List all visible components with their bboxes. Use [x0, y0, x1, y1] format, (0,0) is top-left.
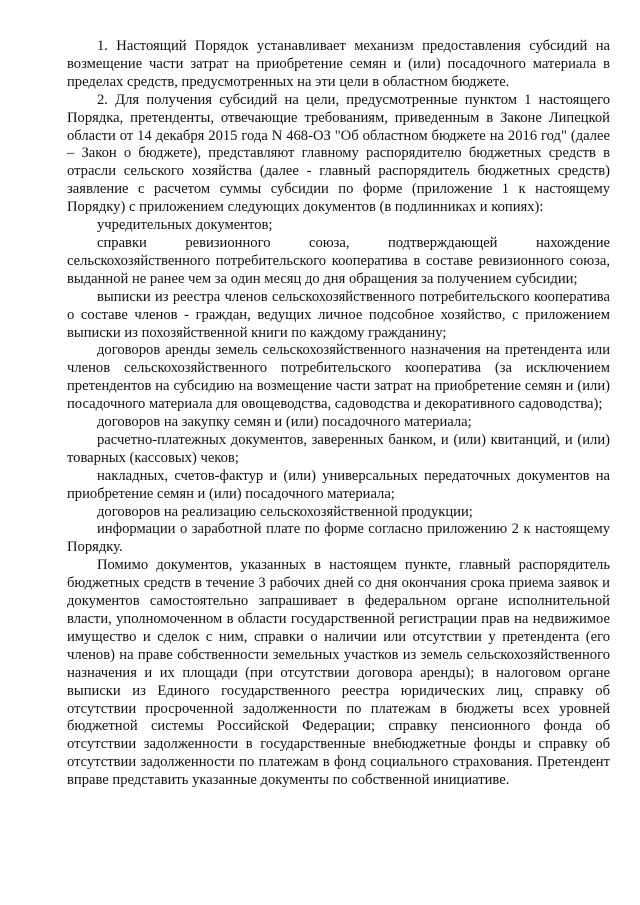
paragraph-additional-requests: Помимо документов, указанных в настоящем пункте, главный распорядитель бюджетных средств в течение 3 рабочих дней со дня окончания срока приема заявок и документов самостоятельно запрашивает в федеральном органе исполнительной власти, уполномоченном в области государственной регистрации прав на недвижимое имущество и сделок с ним, справки о наличии или отсутствии у претендента (его членов) на праве собственности земельных участков из земель сельскохозяйственного назначения и их площади (при отсутствии договора аренды); в налоговом органе выписки из Единого государственного реестра юридических лиц, справку об отсутствии просроченной задолженности по платежам в бюджеты всех уровней бюджетной системы Российской Федерации; справку пенсионного фонда об отсутствии задолженности в государственные внебюджетные фонды и справку об отсутствии задолженности по платежам в фонд социального страхования. Претендент вправе представить указанные документы по собственной инициативе.	[67, 557, 610, 789]
list-item-land-lease-contracts: договоров аренды земель сельскохозяйственного назначения на претендента или членов сельскохозяйственного потребительского кооператива (за исключением претендентов на субсидию на возмещение части затрат на приобретение семян и (или) посадочного материала для овощеводства, садоводства и декоративного садоводства);	[67, 342, 610, 413]
list-item-invoices: накладных, счетов-фактур и (или) универсальных передаточных документов на приобретение семян и (или) посадочного материала;	[67, 467, 610, 502]
document-page	[67, 38, 610, 790]
list-item-payment-documents: расчетно-платежных документов, заверенных банком, и (или) квитанций, и (или) товарных (кассовых) чеков;	[67, 431, 610, 466]
list-item-seed-purchase-contracts: договоров на закупку семян и (или) посадочного материала;	[97, 414, 472, 431]
paragraph-1: 1. Настоящий Порядок устанавливает механизм предоставления субсидий на возмещение части затрат на приобретение семян и (или) посадочного материала в пределах средств, предусмотренных на эти цели в областном бюджете.	[67, 38, 610, 90]
list-item-salary-information: информации о заработной плате по форме согласно приложению 2 к настоящему Порядку.	[67, 521, 610, 556]
list-item-members-register-extract: выписки из реестра членов сельскохозяйственного потребительского кооператива о составе членов - граждан, ведущих личное подсобное хозяйство, с приложением выписки из похозяйственной книги по каждому гражданину;	[67, 288, 610, 341]
list-item-audit-union-certificate: справки ревизионного союза, подтверждающей нахождение сельскохозяйственного потребительского кооператива в составе ревизионного союза, выданной не ранее чем за один месяц до дня обращения за получением субсидии;	[67, 234, 610, 287]
list-item-sales-contracts: договоров на реализацию сельскохозяйственной продукции;	[97, 503, 473, 520]
list-item-founding-documents: учредительных документов;	[97, 217, 273, 234]
paragraph-2: 2. Для получения субсидий на цели, предусмотренные пунктом 1 настоящего Порядка, претенденты, отвечающие требованиям, приведенным в Законе Липецкой области от 14 декабря 2015 года N 468-ОЗ "Об областном бюджете на 2016 год" (далее – Закон о бюджете), представляют главному распорядителю бюджетных средств в отрасли сельского хозяйства (далее - главный распорядитель бюджетных средств) заявление с расчетом суммы субсидии по форме (приложение 1 к настоящему Порядку) с приложением следующих документов (в подлинниках и копиях):	[67, 91, 610, 216]
